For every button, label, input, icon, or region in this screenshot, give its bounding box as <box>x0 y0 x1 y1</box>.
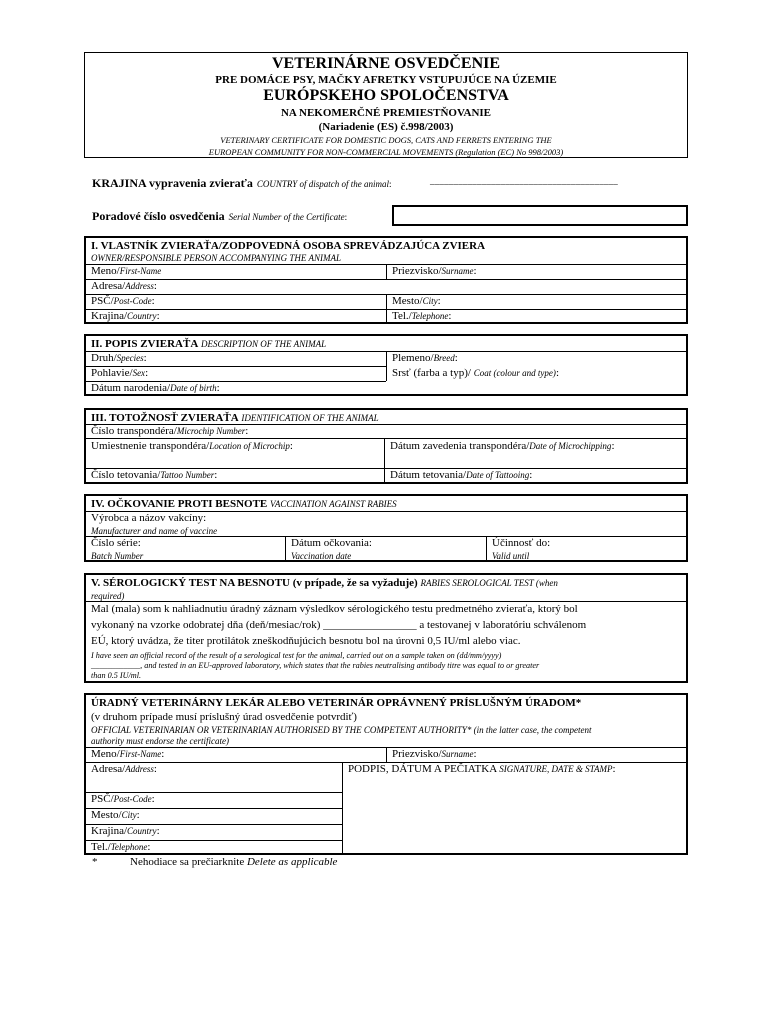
country-blank: ________________________________________ <box>430 176 618 186</box>
serial-label: Poradové číslo osvedčenia <box>92 209 225 223</box>
section-owner <box>84 236 688 324</box>
animal-breed-field[interactable]: Plemeno/Breed: <box>392 352 458 364</box>
page-title: VETERINÁRNE OSVEDČENIE <box>271 55 501 72</box>
serology-en-2: ____________, and tested in an EU-approved laboratory, which states that the rabies neutralising antibody titre was equal to or greater <box>91 661 540 670</box>
section-veterinarian <box>84 693 688 855</box>
footnote-text: Nehodiace sa prečiarknite Delete as applicable <box>130 856 338 868</box>
section-animal-title: II. POPIS ZVIERAŤA DESCRIPTION OF THE ANIMAL <box>91 338 327 350</box>
microchip-location-field[interactable]: Umiestnenie transpondéra/Location of Microchip: <box>91 440 293 452</box>
section-identification-title: III. TOTOŽNOSŤ ZVIERAŤA IDENTIFICATION OF THE ANIMAL <box>91 412 379 424</box>
owner-address-field[interactable]: Adresa/Address: <box>91 280 157 292</box>
country-label: KRAJINA vypravenia zvieraťa <box>92 176 253 190</box>
vet-telephone-field[interactable]: Tel./Telephone: <box>91 841 151 853</box>
vaccination-date-en: Vaccination date <box>291 551 352 561</box>
header-line-5: (Nariadenie (ES) č.998/2003) <box>318 121 454 133</box>
serology-en-1: I have seen an official record of the result of a serological test for the animal, carried out on a sample taken on (dd/mm/yyyy) <box>91 651 502 660</box>
animal-sex-field[interactable]: Pohlavie/Sex: <box>91 367 149 379</box>
serial-input[interactable] <box>392 205 688 226</box>
section-veterinarian-en-1: OFFICIAL VETERINARIAN OR VETERINARIAN AUTHORISED BY THE COMPETENT AUTHORITY* (in the latter case, the competent <box>91 725 592 735</box>
owner-postcode-field[interactable]: PSČ/Post-Code: <box>91 295 155 307</box>
vet-surname-field[interactable]: Priezvisko/Surname: <box>392 748 477 760</box>
section-owner-subtitle: OWNER/RESPONSIBLE PERSON ACCOMPANYING THE ANIMAL <box>91 253 342 263</box>
serology-text-1: Mal (mala) som k nahliadnutiu úradný záznam výsledkov sérologického testu predmetného zvieraťa, ktorý bol <box>91 603 578 615</box>
section-serology-title-en: required) <box>91 591 125 601</box>
animal-coat-field[interactable]: Srsť (farba a typ)/ Coat (colour and type): <box>392 367 559 379</box>
country-label-en: COUNTRY of dispatch of the animal <box>256 179 390 189</box>
country-input[interactable] <box>432 172 672 186</box>
tattoo-date-field[interactable]: Dátum tetovania/Date of Tattooing: <box>390 469 533 481</box>
section-serology <box>84 573 688 683</box>
vaccine-batch-field[interactable]: Číslo série: <box>91 537 141 549</box>
header-english-1: VETERINARY CERTIFICATE FOR DOMESTIC DOGS, CATS AND FERRETS ENTERING THE <box>220 135 552 145</box>
vet-name-field[interactable]: Meno/First-Name: <box>91 748 165 760</box>
tattoo-number-field[interactable]: Číslo tetovania/Tattoo Number: <box>91 469 218 481</box>
vaccine-valid-field[interactable]: Účinnosť do: <box>492 537 551 549</box>
animal-dob-field[interactable]: Dátum narodenia/Date of birth: <box>91 382 220 394</box>
animal-species-field[interactable]: Druh/Species: <box>91 352 147 364</box>
serial-colon: : <box>344 212 348 222</box>
vet-country-field[interactable]: Krajina/Country: <box>91 825 160 837</box>
microchip-date-field[interactable]: Dátum zavedenia transpondéra/Date of Microchipping: <box>390 440 615 452</box>
serial-row <box>92 207 347 225</box>
section-serology-title: V. SÉROLOGICKÝ TEST NA BESNOTU (v prípade, že sa vyžaduje) RABIES SEROLOGICAL TEST (when <box>91 577 558 589</box>
vet-address-field[interactable]: Adresa/Address: <box>91 763 157 775</box>
serology-text-2: vykonaný na vzorke odobratej dňa (deň/mesiac/rok) _________________ a testovanej v laboratóriu schválenom <box>91 619 587 631</box>
footnote-star: * <box>92 856 98 868</box>
vet-signature-field[interactable]: PODPIS, DÁTUM A PEČIATKA SIGNATURE, DATE & STAMP: <box>348 763 616 775</box>
owner-surname-field[interactable]: Priezvisko/Surname: <box>392 265 477 277</box>
header-line-4: NA NEKOMERČNÉ PREMIESTŇOVANIE <box>280 107 492 119</box>
serology-en-3: than 0.5 IU/ml. <box>91 671 142 680</box>
owner-telephone-field[interactable]: Tel./Telephone: <box>392 310 452 322</box>
country-row <box>92 174 392 192</box>
header-english-2: EUROPEAN COMMUNITY FOR NON-COMMERCIAL MOVEMENTS (Regulation (EC) No 998/2003) <box>208 147 564 157</box>
microchip-number-field[interactable]: Číslo transpondéra/Microchip Number: <box>91 425 249 437</box>
header-line-3: EURÓPSKEHO SPOLOČENSTVA <box>263 87 509 104</box>
owner-first-name-field[interactable]: Meno/First-Name <box>91 265 162 277</box>
section-identification <box>84 408 688 484</box>
section-vaccination <box>84 494 688 562</box>
section-vaccination-title: IV. OČKOVANIE PROTI BESNOTE VACCINATION AGAINST RABIES <box>91 498 397 510</box>
section-owner-title: I. VLASTNÍK ZVIERAŤA/ZODPOVEDNÁ OSOBA SPREVÁDZAJÚCA ZVIERA <box>91 240 486 252</box>
vet-city-field[interactable]: Mesto/City: <box>91 809 140 821</box>
header-box <box>84 52 688 158</box>
vaccination-date-field[interactable]: Dátum očkovania: <box>291 537 372 549</box>
owner-city-field[interactable]: Mesto/City: <box>392 295 441 307</box>
vaccine-manufacturer-field[interactable]: Výrobca a názov vakcíny: <box>91 512 207 524</box>
vaccine-manufacturer-en: Manufacturer and name of vaccine <box>91 526 218 536</box>
vaccine-valid-en: Valid until <box>492 551 530 561</box>
section-animal-description <box>84 334 688 396</box>
header-line-2: PRE DOMÁCE PSY, MAČKY AFRETKY VSTUPUJÚCE NA ÚZEMIE <box>215 74 557 86</box>
section-veterinarian-title: ÚRADNÝ VETERINÁRNY LEKÁR ALEBO VETERINÁR OPRÁVNENÝ PRÍSLUŠNÝM ÚRADOM* <box>91 697 582 709</box>
vaccine-batch-en: Batch Number <box>91 551 144 561</box>
owner-country-field[interactable]: Krajina/Country: <box>91 310 160 322</box>
serology-text-3: EÚ, ktorý uvádza, že titer protilátok zneškodňujúcich besnotu bol na úrovni 0,5 IU/ml alebo viac. <box>91 635 521 647</box>
country-colon: : <box>389 179 392 189</box>
serial-label-en: Serial Number of the Certificate <box>228 212 345 222</box>
section-veterinarian-sub: (v druhom prípade musí príslušný úrad osvedčenie potvrdiť) <box>91 711 357 723</box>
section-veterinarian-en-2: authority must endorse the certificate) <box>91 736 229 746</box>
vet-postcode-field[interactable]: PSČ/Post-Code: <box>91 793 155 805</box>
